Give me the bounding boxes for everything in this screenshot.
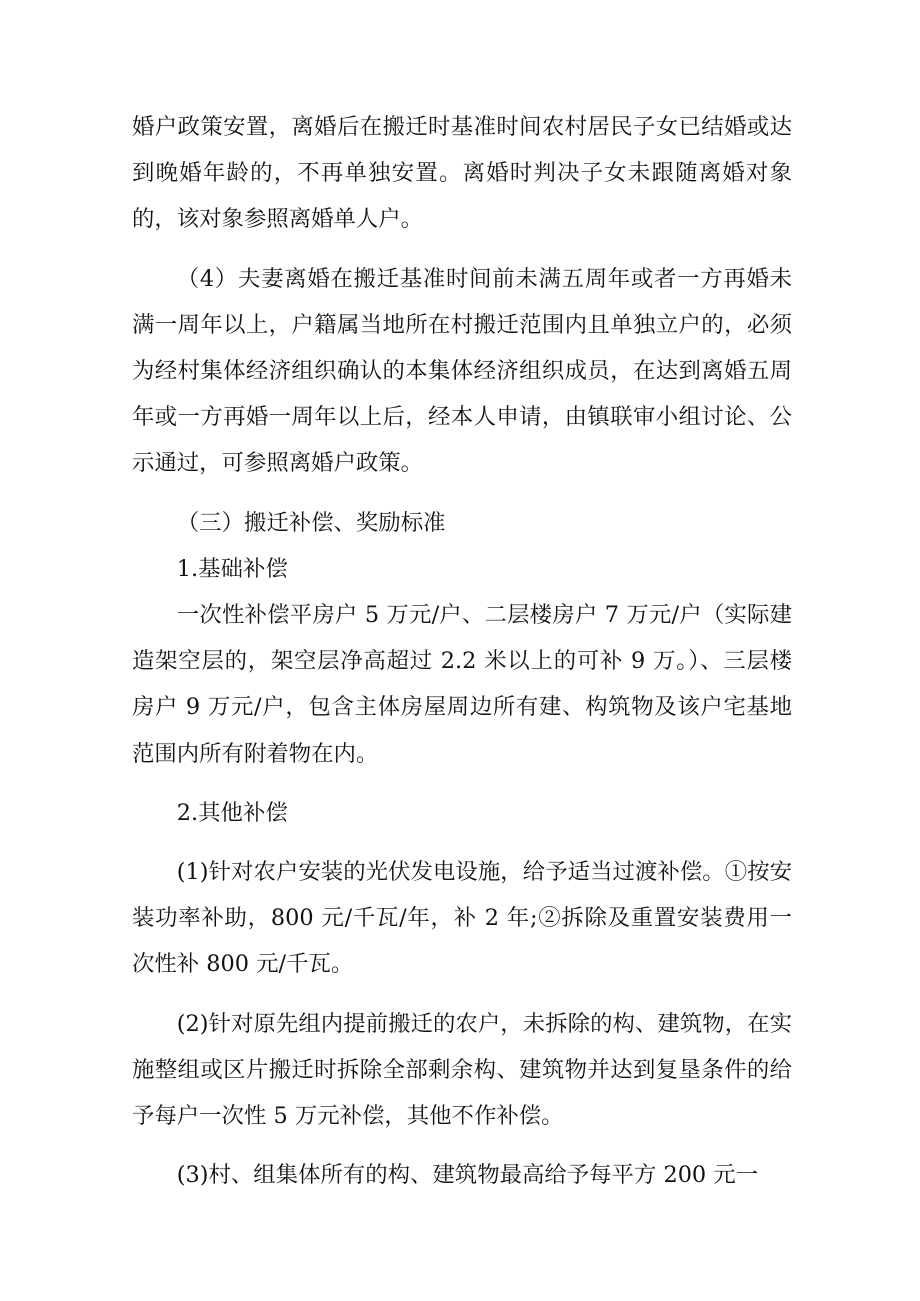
paragraph-continuation: 婚户政策安置，离婚后在搬迁时基准时间农村居民子女已结婚或达到晚婚年龄的，不再单独安置。离婚时判决子女未跟随离婚对象的，该对象参照离婚单人户。 [132,114,792,233]
paragraph-basic-compensation: 一次性补偿平房户 5 万元/户、二层楼房户 7 万元/户（实际建造架空层的，架空层净高超过 2.2 米以上的可补 9 万。）、三层楼房户 9 万元/户，包含主体房屋周边所有建、构筑物及该户宅基地范围内所有附着物在内。 [132,602,792,767]
subheading-other-compensation: 2.其他补偿 [176,799,288,826]
paragraph-collective-buildings: (3)村、组集体所有的构、建筑物最高给予每平方 200 元一 [176,1162,759,1189]
paragraph-item-4: （4）夫妻离婚在搬迁基准时间前未满五周年或者一方再婚未满一周年以上，户籍属当地所在村搬迁范围内且单独立户的，必须为经村集体经济组织确认的本集体经济组织成员，在达到离婚五周年或一方再婚一周年以上后，经本人申请，由镇联审小组讨论、公示通过，可参照离婚户政策。 [132,265,792,477]
section-heading-compensation-standard: （三）搬迁补偿、奖励标准 [176,509,446,536]
paragraph-early-relocation-compensation: (2)针对原先组内提前搬迁的农户，未拆除的构、建筑物，在实施整组或区片搬迁时拆除全部剩余构、建筑物并达到复垦条件的给予每户一次性 5 万元补偿，其他不作补偿。 [132,1010,792,1130]
paragraph-photovoltaic-compensation: (1)针对农户安装的光伏发电设施，给予适当过渡补偿。①按安装功率补助，800 元/千瓦/年，补 2 年;②拆除及重置安装费用一次性补 800 元/千瓦。 [132,859,792,978]
subheading-basic-compensation: 1.基础补偿 [176,555,288,582]
document-body [132,104,792,1198]
